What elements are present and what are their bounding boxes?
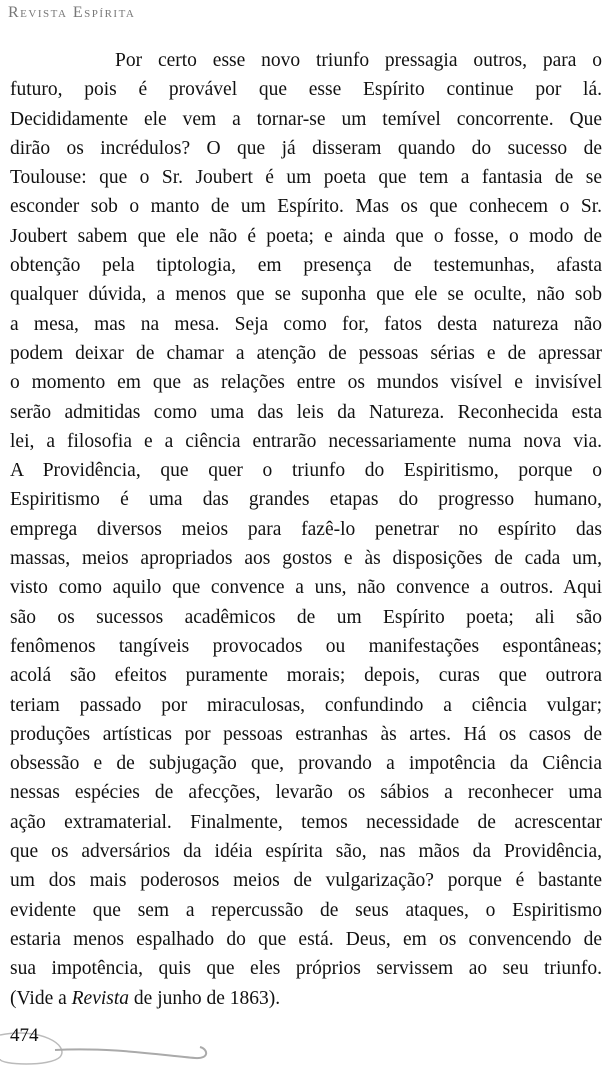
text-line: o momento em que as relações entre os mundos visível e invisível	[10, 372, 602, 394]
text-line: um dos mais poderosos meios de vulgarização? porque é bastante	[10, 870, 602, 892]
text-line: lei, a filosofia e a ciência entrarão necessariamente numa nova via.	[10, 430, 602, 452]
text-line: a mesa, mas na mesa. Seja como for, fatos desta natureza não	[10, 313, 602, 335]
text-line: emprega diversos meios para fazê-lo penetrar no espírito das	[10, 518, 602, 540]
text-line: podem deixar de chamar a atenção de pessoas sérias e de apressar	[10, 342, 602, 364]
text-line: teriam passado por miraculosas, confundindo a ciência vulgar;	[10, 694, 602, 716]
text-line: Toulouse: que o Sr. Joubert é um poeta que tem a fantasia de se	[10, 167, 602, 189]
text-line: fenômenos tangíveis provocados ou manifestações espontâneas;	[10, 635, 602, 657]
closing-line	[10, 984, 602, 1013]
text-line: Espiritismo é uma das grandes etapas do progresso humano,	[10, 489, 602, 511]
page-number: 474	[10, 1025, 39, 1046]
text-line: que os adversários da idéia espírita são, nas mãos da Providência,	[10, 841, 602, 863]
text-line: massas, meios apropriados aos gostos e às disposições de cada um,	[10, 548, 602, 570]
text-line: Por certo esse novo triunfo pressagia outros, para o	[115, 50, 602, 71]
body-text	[10, 46, 602, 984]
text-line: Decididamente ele vem a tornar-se um temível concorrente. Que	[10, 108, 602, 130]
text-line: acolá são efeitos puramente morais; depois, curas que outrora	[10, 665, 602, 687]
text-line: sua impotência, quis que eles próprios servissem ao seu triunfo.	[10, 958, 602, 980]
closing-text-before: (Vide a	[10, 987, 72, 1009]
text-line: esconder sob o manto de um Espírito. Mas os que conhecem o Sr.	[10, 196, 602, 218]
text-line: futuro, pois é provável que esse Espírito continue por lá.	[10, 79, 602, 101]
text-line: Joubert sabem que ele não é poeta; e ainda que o fosse, o modo de	[10, 225, 602, 247]
text-line: dirão os incrédulos? O que já disseram quando do sucesso de	[10, 137, 602, 159]
text-line: obsessão e de subjugação que, provando a impotência da Ciência	[10, 753, 602, 775]
text-line: serão admitidas como uma das leis da Natureza. Reconhecida esta	[10, 401, 602, 423]
text-line: nessas espécies de afecções, levarão os sábios a reconhecer uma	[10, 782, 602, 804]
text-line: A Providência, que quer o triunfo do Espiritismo, porque o	[10, 460, 602, 482]
text-line: estaria menos espalhado do que está. Deus, em os convencendo de	[10, 928, 602, 950]
text-line: visto como aquilo que convence a uns, não convence a outros. Aqui	[10, 577, 602, 599]
closing-text-after: de junho de 1863).	[129, 987, 281, 1009]
running-header: Revista Espírita	[8, 4, 136, 21]
text-line: evidente que sem a repercussão de seus ataques, o Espiritismo	[10, 899, 602, 921]
text-line: qualquer dúvida, a menos que se suponha que ele se oculte, não sob	[10, 284, 602, 306]
text-line: ação extramaterial. Finalmente, temos necessidade de acrescentar	[10, 811, 602, 833]
text-line: são os sucessos acadêmicos de um Espírito poeta; ali são	[10, 606, 602, 628]
text-line: produções artísticas por pessoas estranhas às artes. Há os casos de	[10, 723, 602, 745]
journal-title-italic: Revista	[71, 987, 130, 1009]
text-line: obtenção pela tiptologia, em presença de testemunhas, afasta	[10, 255, 602, 277]
